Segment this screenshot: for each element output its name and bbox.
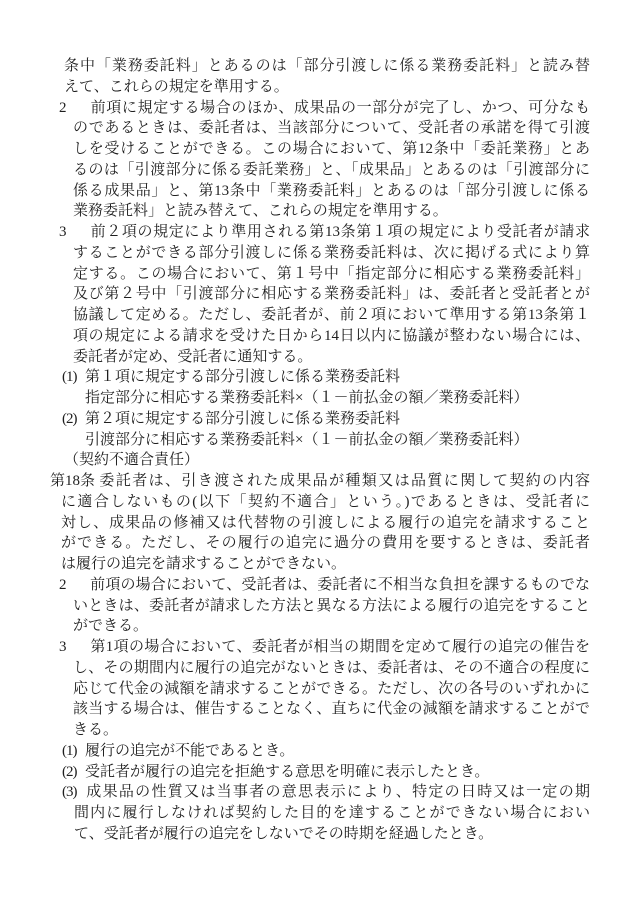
line-text: 及び第２号中「引渡部分に相応する業務委託料」は、委託者と受託者とが bbox=[73, 286, 590, 303]
item-number: (2) bbox=[62, 763, 77, 780]
line-text: 係る成果品」と、第13条中「業務委託料」とあるのは「部分引渡しに係る bbox=[73, 182, 590, 199]
line-text: 第２項に規定する部分引渡しに係る業務委託料 bbox=[85, 410, 401, 427]
paragraph-number: 3 bbox=[59, 224, 67, 240]
text-line bbox=[50, 118, 590, 139]
line-text: 指定部分に相応する業務委託料×（１－前払金の額／業務委託料） bbox=[85, 390, 529, 406]
paragraph-number: 2 bbox=[59, 99, 67, 116]
line-text: 前２項の規定により準用される第13条第１項の規定により受託者が請求 bbox=[90, 224, 590, 240]
line-text: て、受託者が履行の追完をしないでその時期を経過したとき。 bbox=[74, 825, 494, 842]
line-text: 履行の追完が不能であるとき。 bbox=[85, 742, 295, 759]
line-text: 受託者が履行の追完を拒絶する意思を明確に表示したとき。 bbox=[85, 763, 490, 780]
text-line bbox=[50, 492, 590, 513]
text-line bbox=[50, 347, 590, 368]
item-number: (1) bbox=[62, 742, 77, 759]
line-text: 委託者が定め、受託者に通知する。 bbox=[73, 348, 313, 365]
text-line bbox=[50, 471, 590, 492]
line-text: 前項の場合において、受託者は、委託者に不相当な負担を課するものでな bbox=[90, 576, 590, 593]
text-line bbox=[50, 637, 590, 658]
line-text: 業務委託料」と読み替えて、これらの規定を準用する。 bbox=[73, 203, 448, 220]
line-text: 対し、成果品の修補又は代替物の引渡しによる履行の追完を請求すること bbox=[61, 514, 590, 531]
line-text: することができる部分引渡しに係る業務委託料は、次に掲げる式により算 bbox=[73, 244, 590, 261]
text-line bbox=[50, 201, 590, 222]
text-line bbox=[50, 98, 590, 119]
line-text: 第１項に規定する部分引渡しに係る業務委託料 bbox=[85, 369, 401, 386]
article-number: 第18条 bbox=[50, 473, 96, 489]
line-text: 間内に履行しなければ契約した目的を達することができない場合におい bbox=[74, 805, 590, 821]
line-text: しを受けることができる。この場合において、第12条中「委託業務」とあ bbox=[73, 141, 590, 157]
line-text: 定する。この場合において、第１号中「指定部分に相応する業務委託料」 bbox=[73, 265, 590, 282]
text-line bbox=[50, 243, 590, 264]
text-line bbox=[50, 160, 590, 181]
text-line bbox=[50, 264, 590, 285]
text-line bbox=[50, 367, 590, 388]
text-line bbox=[50, 284, 590, 305]
line-text: 条中「業務委託料」とあるのは「部分引渡しに係る業務委託料」と読み替 bbox=[64, 58, 590, 74]
text-line bbox=[50, 699, 590, 720]
line-text: 協議して定める。ただし、委託者が、前２項において準用する第13条第１ bbox=[73, 307, 590, 323]
line-text: きる。 bbox=[73, 722, 119, 738]
line-text: 項の規定による請求を受けた日から14日以内に協議が整わない場合には、 bbox=[73, 327, 590, 344]
text-line bbox=[50, 762, 590, 783]
article-heading bbox=[50, 450, 590, 471]
text-line bbox=[50, 305, 590, 326]
item-number: (3) bbox=[62, 784, 77, 801]
line-text: るのは「引渡部分に係る委託業務」と、「成果品」とあるのは「引渡部分に bbox=[73, 161, 590, 178]
text-line bbox=[50, 782, 590, 803]
text-line bbox=[50, 222, 590, 243]
line-text: 第1項の場合において、委託者が相当の期間を定めて履行の追完の催告を bbox=[90, 639, 590, 655]
line-text: 成果品の性質又は当事者の意思表示により、特定の日時又は一定の期 bbox=[85, 784, 590, 801]
line-text: のであるときは、委託者は、当該部分について、受託者の承諾を得て引渡 bbox=[73, 120, 590, 137]
line-text: ができる。ただし、その履行の追完に過分の費用を要するときは、委託者 bbox=[61, 535, 590, 552]
item-number: (2) bbox=[62, 410, 77, 427]
text-line bbox=[50, 720, 590, 741]
text-line bbox=[50, 326, 590, 347]
line-text: 応じて代金の減額を請求することができる。ただし、次の各号のいずれかに bbox=[73, 680, 590, 697]
line-text: 該当する場合は、催告することなく、直ちに代金の減額を請求することがで bbox=[73, 701, 590, 718]
text-line bbox=[50, 77, 590, 98]
text-line bbox=[50, 658, 590, 679]
line-text: いときは、委託者が請求した方法と異なる方法による履行の追完をすること bbox=[73, 597, 590, 614]
text-line bbox=[50, 741, 590, 762]
line-text: 引渡部分に相応する業務委託料×（１－前払金の額／業務委託料） bbox=[85, 431, 529, 448]
text-line bbox=[50, 513, 590, 534]
line-text: は履行の追完を請求することができない。 bbox=[61, 556, 347, 572]
line-text: し、その期間内に履行の追完がないときは、委託者は、その不適合の程度に bbox=[73, 659, 590, 676]
text-line bbox=[50, 388, 590, 409]
line-text: 委託者は、引き渡された成果品が種類又は品質に関して契約の内容 bbox=[98, 473, 590, 489]
item-number: (1) bbox=[62, 369, 77, 386]
text-line bbox=[50, 616, 590, 637]
text-line bbox=[50, 409, 590, 430]
line-text: （契約不適合責任） bbox=[64, 452, 200, 469]
text-line bbox=[50, 824, 590, 845]
text-line bbox=[50, 554, 590, 575]
text-line bbox=[50, 181, 590, 202]
line-text: ができる。 bbox=[73, 618, 149, 635]
text-line bbox=[50, 533, 590, 554]
document-body bbox=[50, 56, 590, 845]
text-line bbox=[50, 679, 590, 700]
text-line bbox=[50, 575, 590, 596]
text-line bbox=[50, 803, 590, 824]
line-text: えて、これらの規定を準用する。 bbox=[64, 78, 289, 95]
text-line bbox=[50, 139, 590, 160]
text-line bbox=[50, 430, 590, 451]
paragraph-number: 2 bbox=[59, 576, 67, 593]
line-text: 前項に規定する場合のほか、成果品の一部分が完了し、かつ、可分なも bbox=[90, 99, 590, 116]
text-line bbox=[50, 596, 590, 617]
line-text: に適合しないもの(以下「契約不適合」という。)であるときは、受託者に bbox=[61, 493, 590, 510]
text-line bbox=[50, 56, 590, 77]
paragraph-number: 3 bbox=[59, 639, 67, 655]
